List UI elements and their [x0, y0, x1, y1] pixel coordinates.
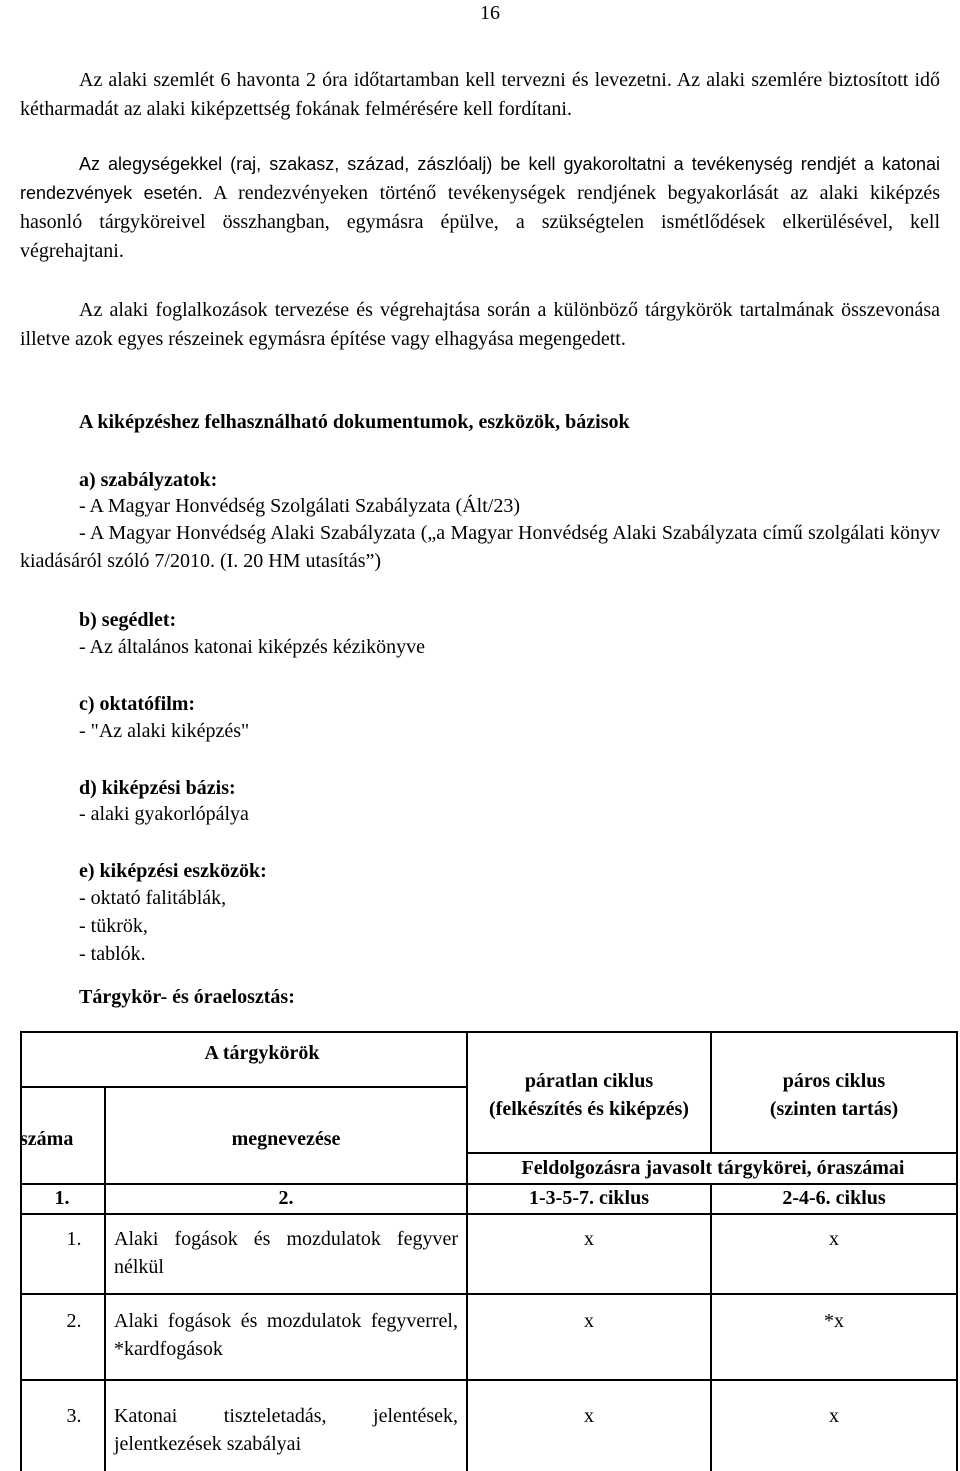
list-heading-equipment: e) kiképzési eszközök:	[79, 860, 267, 882]
table-cell-number: 2.	[66, 1310, 82, 1332]
table-subheader: Feldolgozásra javasolt tárgykörei, óraszámai	[521, 1157, 905, 1179]
list-heading-aids: b) segédlet:	[79, 609, 177, 631]
list-item: - "Az alaki kiképzés"	[79, 720, 250, 742]
table-header-odd-cycle-note: (felkészítés és kiképzés)	[489, 1098, 689, 1120]
table-cell-even: x	[829, 1405, 839, 1427]
table-index-cell: 2.	[278, 1187, 294, 1209]
table-rule	[20, 1293, 958, 1295]
table-cell-even: *x	[824, 1310, 844, 1332]
list-item: - tablók.	[79, 943, 146, 965]
table-header-even-cycle-note: (szinten tartás)	[769, 1098, 899, 1120]
table-rule	[20, 1031, 958, 1033]
section-heading: A kiképzéshez felhasználható dokumentumok, eszközök, bázisok	[79, 411, 630, 433]
table-cell-topic: Alaki fogások és mozdulatok fegyverrel, *kardfogások	[114, 1310, 458, 1360]
table-cell-number: 3.	[66, 1405, 82, 1427]
table-rule	[20, 1379, 958, 1381]
table-rule	[20, 1213, 958, 1215]
list-heading-base: d) kiképzési bázis:	[79, 777, 236, 799]
table-cell-topic: Alaki fogások és mozdulatok fegyver nélkül	[114, 1228, 458, 1278]
table-group-header: A tárgykörök	[204, 1042, 320, 1064]
paragraph-unit-drills-part2: A rendezvényeken történő tevékenységek rendjének begyakorlását az alaki kiképzés hasonló tárgyköreivel összhangban, egymásra épülve, a szükségtelen ismétlődések elkerülésével, kell végrehajtani.	[20, 182, 940, 262]
list-heading-film: c) oktatófilm:	[79, 693, 196, 715]
list-item: - A Magyar Honvédség Alaki Szabályzata („a Magyar Honvédség Alaki Szabályzata című szolgálati könyv kiadásáról szóló 7/2010. (I. 20 HM utasítás”)	[20, 522, 940, 572]
list-item: - oktató falitáblák,	[79, 887, 227, 909]
table-rule	[956, 1031, 958, 1471]
topic-allocation-table	[20, 1031, 958, 1471]
paragraph-unit-drills	[20, 150, 940, 266]
list-item: - Az általános katonai kiképzés kézikönyve	[79, 636, 425, 658]
table-cell-even: x	[829, 1228, 839, 1250]
table-index-cell: 1-3-5-7. ciklus	[529, 1187, 649, 1209]
page-number: 16	[480, 2, 500, 24]
table-cell-odd: x	[584, 1228, 594, 1250]
table-header-odd-cycle: páratlan ciklus	[524, 1070, 654, 1092]
table-cell-odd: x	[584, 1310, 594, 1332]
table-index-cell: 2-4-6. ciklus	[782, 1187, 886, 1209]
table-cell-topic: Katonai tiszteletadás, jelentések, jelentkezések szabályai	[114, 1405, 458, 1455]
paragraph-inspection: Az alaki szemlét 6 havonta 2 óra időtartamban kell tervezni és levezetni. Az alaki szemlére biztosított idő kétharmadát az alaki kiképzettség fokának felmérésére kell fordítani.	[20, 69, 940, 120]
table-header-number: száma	[20, 1128, 74, 1150]
table-header-name: megnevezése	[231, 1128, 341, 1150]
list-item: - tükrök,	[79, 915, 148, 937]
table-cell-odd: x	[584, 1405, 594, 1427]
paragraph-planning: Az alaki foglalkozások tervezése és végrehajtása során a különböző tárgykörök tartalmának összevonása illetve azok egyes részeinek egymásra építése vagy elhagyása megengedett.	[20, 299, 940, 350]
paragraph-unit-drills-part1: Az alegységekkel (raj, szakasz, század, zászlóalj) be kell gyakoroltatni a tevékenység rendjét a katonai rendezvények esetén.	[20, 154, 940, 203]
table-header-even-cycle: páros ciklus	[782, 1070, 886, 1092]
table-rule	[20, 1086, 466, 1088]
list-item: - alaki gyakorlópálya	[79, 803, 249, 825]
table-index-cell: 1.	[54, 1187, 70, 1209]
list-heading-regulations: a) szabályzatok:	[79, 469, 218, 491]
table-title: Tárgykör- és óraelosztás:	[79, 986, 295, 1008]
list-item: - A Magyar Honvédség Szolgálati Szabályzata (Ált/23)	[79, 495, 520, 517]
table-cell-number: 1.	[66, 1228, 82, 1250]
